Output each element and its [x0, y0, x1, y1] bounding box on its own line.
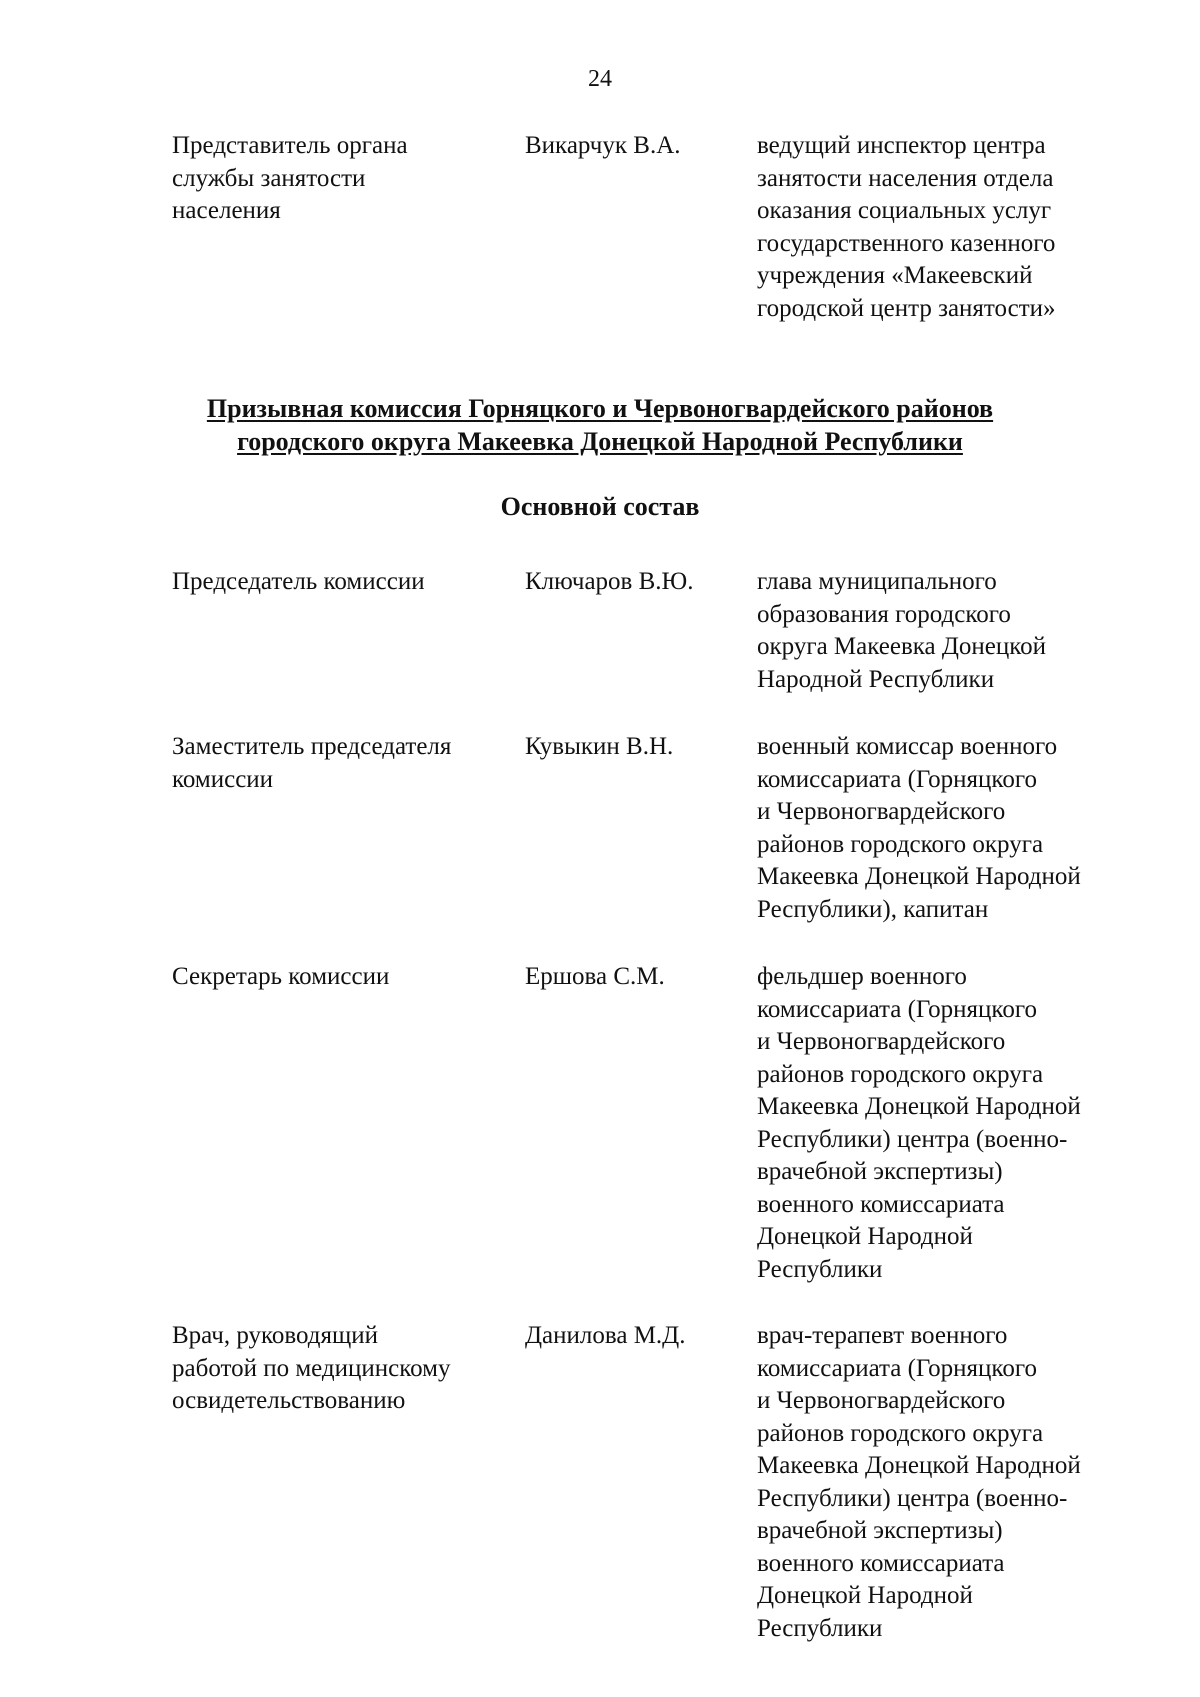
section-title: [0, 392, 1200, 458]
subsection-title: Основной состав: [500, 492, 700, 521]
member-role-line: Председатель комиссии: [172, 568, 425, 595]
member-description-line: городской центр занятости»: [757, 294, 1056, 322]
member-description: [757, 961, 1137, 1286]
member-role-line: работой по медицинскому: [172, 1354, 451, 1382]
member-description-line: Республики) центра (военно-: [757, 1125, 1068, 1153]
member-role-line: Заместитель председателя: [172, 733, 452, 760]
member-name: Кувыкин В.Н.: [525, 733, 674, 760]
member-role-line: Секретарь комиссии: [172, 963, 390, 990]
member-description-line: оказания социальных услуг: [757, 197, 1052, 224]
member-name: Ключаров В.Ю.: [525, 568, 694, 595]
member-role-line: службы занятости: [172, 164, 366, 192]
member-description-line: Макеевка Донецкой Народной: [757, 1452, 1081, 1479]
member-description-line: районов городского округа: [757, 1419, 1044, 1447]
member-description-line: районов городского округа: [757, 1060, 1044, 1088]
member-description-line: учреждения «Макеевский: [757, 262, 1033, 289]
member-description-line: Республики: [757, 1255, 883, 1283]
member-description-line: Макеевка Донецкой Народной: [757, 1093, 1081, 1120]
member-description-line: военный комиссар военного: [757, 733, 1058, 760]
member-role: [172, 566, 512, 599]
member-name: Данилова М.Д.: [525, 1322, 686, 1349]
member-description-line: Народной Республики: [757, 665, 995, 693]
member-role-line: Врач, руководящий: [172, 1322, 379, 1349]
member-description-line: занятости населения отдела: [757, 164, 1054, 192]
member-role: [172, 130, 512, 228]
member-description-line: Республики: [757, 1614, 883, 1642]
member-description-line: глава муниципального: [757, 568, 997, 595]
member-description-line: Донецкой Народной: [757, 1582, 973, 1609]
member-role: [172, 1320, 512, 1418]
member-name: Ершова С.М.: [525, 963, 665, 990]
member-description-line: образования городского: [757, 600, 1011, 628]
member-description-line: государственного казенного: [757, 229, 1056, 257]
member-description-line: комиссариата (Горняцкого: [757, 765, 1037, 793]
member-role: [172, 731, 512, 796]
member-description-line: районов городского округа: [757, 830, 1044, 858]
member-role: [172, 961, 512, 994]
member-role-line: освидетельствованию: [172, 1387, 406, 1414]
member-description-line: округа Макеевка Донецкой: [757, 633, 1047, 660]
member-description: [757, 130, 1137, 325]
member-description: [757, 566, 1137, 696]
member-description: [757, 731, 1137, 926]
member-role-line: комиссии: [172, 765, 274, 793]
member-description-line: комиссариата (Горняцкого: [757, 995, 1037, 1023]
section-title-line: городского округа Макеевка Донецкой Народной Республики: [237, 427, 963, 456]
member-description-line: военного комиссариата: [757, 1549, 1005, 1577]
member-description-line: Макеевка Донецкой Народной: [757, 863, 1081, 890]
member-role-line: Представитель органа: [172, 132, 408, 159]
member-description-line: и Червоногвардейского: [757, 798, 1006, 825]
member-description: [757, 1320, 1137, 1645]
member-description-line: врачебной экспертизы): [757, 1158, 1003, 1185]
member-role-line: населения: [172, 197, 281, 224]
member-description-line: и Червоногвардейского: [757, 1028, 1006, 1055]
member-description-line: комиссариата (Горняцкого: [757, 1354, 1037, 1382]
member-description-line: военного комиссариата: [757, 1190, 1005, 1218]
member-description-line: врачебной экспертизы): [757, 1517, 1003, 1544]
member-description-line: фельдшер военного: [757, 963, 967, 990]
member-description-line: Республики) центра (военно-: [757, 1484, 1068, 1512]
member-description-line: Республики), капитан: [757, 895, 989, 923]
page-number: 24: [588, 66, 612, 92]
member-description-line: и Червоногвардейского: [757, 1387, 1006, 1414]
member-description-line: ведущий инспектор центра: [757, 132, 1046, 159]
member-description-line: врач-терапевт военного: [757, 1322, 1008, 1349]
section-title-line: Призывная комиссия Горняцкого и Червоногвардейского районов: [206, 394, 994, 423]
member-description-line: Донецкой Народной: [757, 1223, 973, 1250]
member-name: Викарчук В.А.: [525, 132, 681, 159]
